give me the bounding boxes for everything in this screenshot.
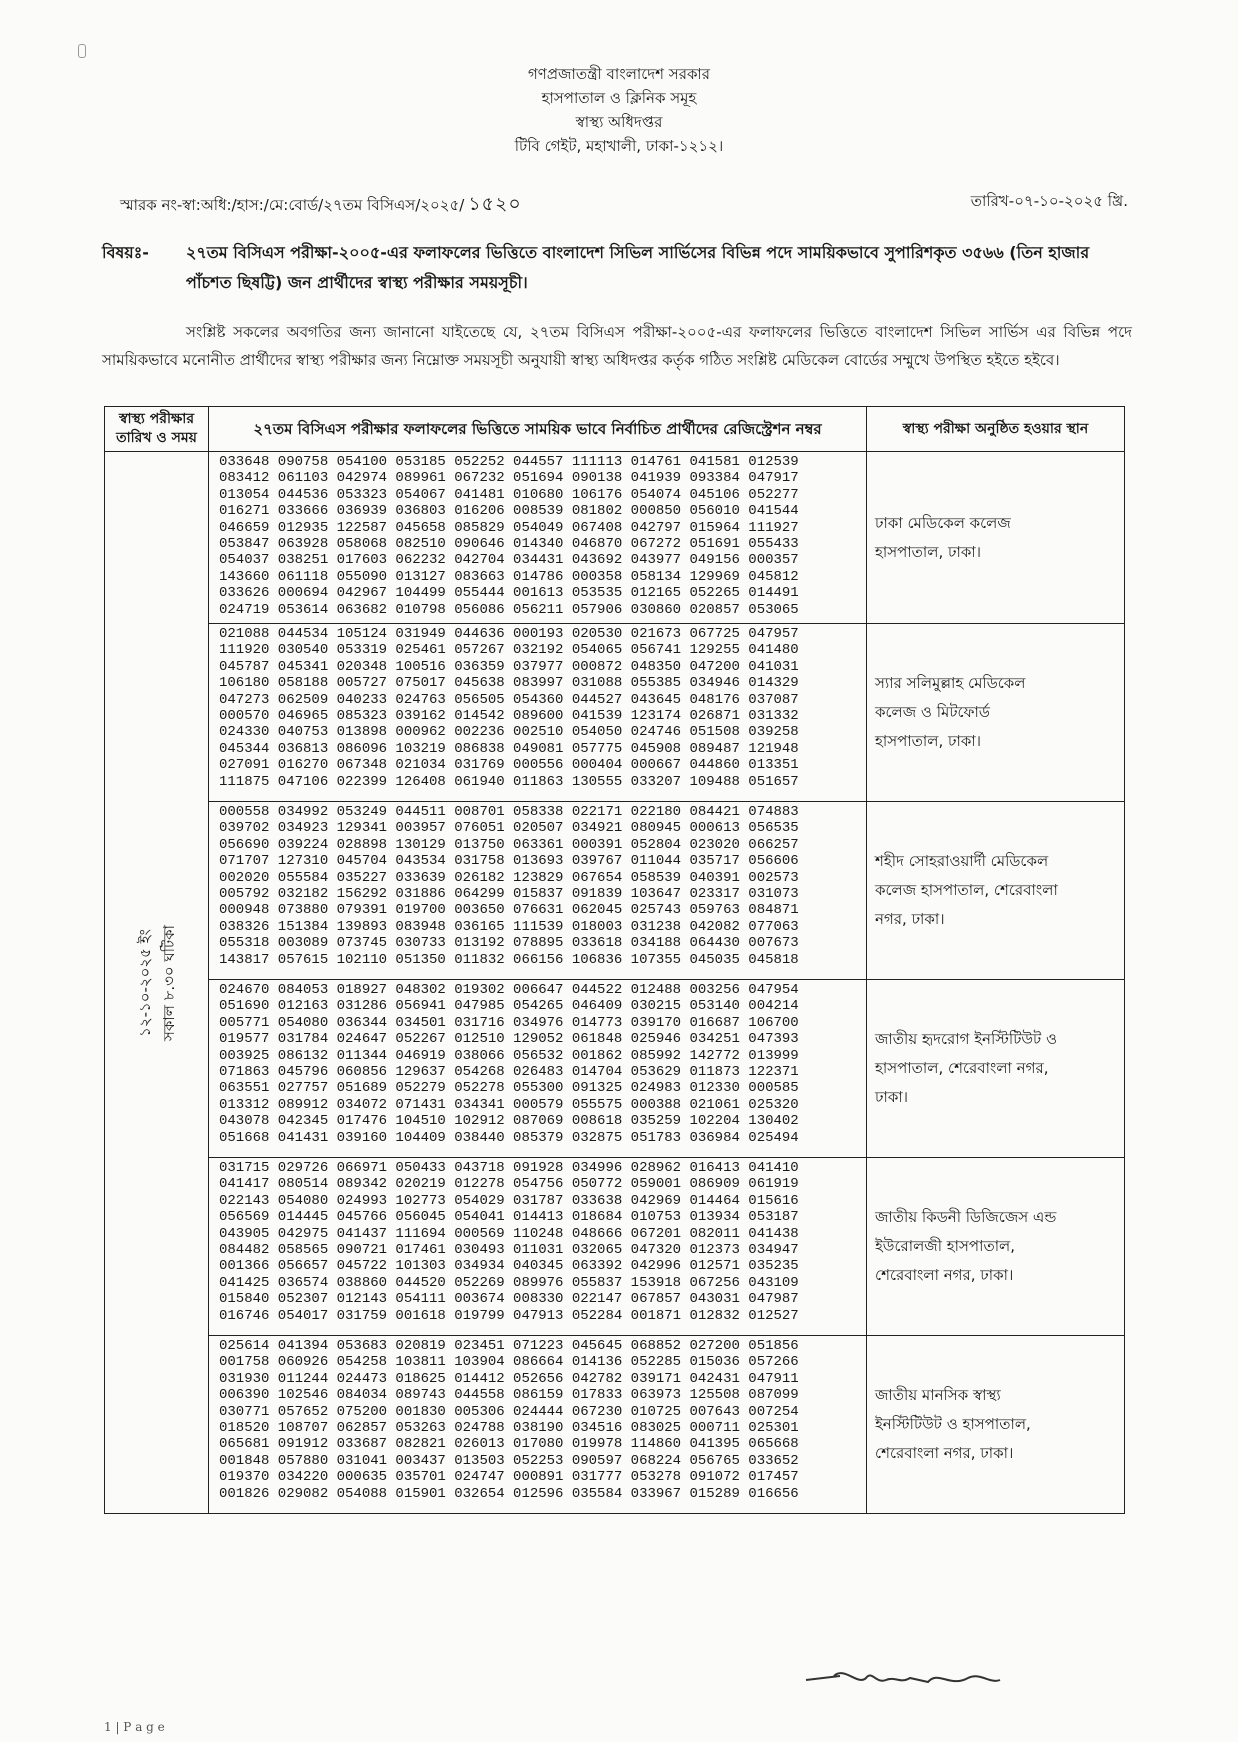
- schedule-row: [105, 1336, 1125, 1514]
- reg-number-line: 003925 086132 011344 046919 038066 056532 001862 085992 142772 013999: [219, 1047, 799, 1064]
- reg-number-line: 043078 042345 017476 104510 102912 087069 008618 035259 102204 130402: [219, 1113, 799, 1130]
- schedule-row: [105, 452, 1125, 624]
- reg-number-line: 022143 054080 024993 102773 054029 031787 033638 042969 014464 015616: [219, 1192, 799, 1209]
- reg-number-block: [209, 980, 867, 1158]
- exam-date-time-cell: [105, 452, 209, 1514]
- reg-number-line: 071707 127310 045704 043534 031758 013693 039767 011044 035717 056606: [219, 853, 799, 870]
- reg-number-line: 001758 060926 054258 103811 103904 086664 014136 052285 015036 057266: [219, 1354, 799, 1371]
- office-address: টিবি গেইট, মহাখালী, ঢাকা-১২১২।: [514, 137, 724, 155]
- reg-number-line: 063551 027757 051689 052279 052278 055300 091325 024983 012330 000585: [219, 1080, 799, 1097]
- venue-line: শেরেবাংলা নগর, ঢাকা।: [875, 1444, 1014, 1462]
- reg-number-line: 046659 012935 122587 045658 085829 054049 067408 042797 015964 111927: [219, 519, 799, 536]
- reg-number-line: 000558 034992 053249 044511 008701 058338 022171 022180 084421 074883: [219, 804, 799, 820]
- reg-number-line: 143660 061118 055090 013127 083663 014786 000358 058134 129969 045812: [219, 568, 799, 585]
- reg-number-line: 038326 151384 139893 083948 036165 111539 018003 031238 042082 077063: [219, 918, 799, 935]
- venue-line: শেরেবাংলা নগর, ঢাকা।: [875, 1266, 1014, 1284]
- subject-label: বিষয়ঃ-: [102, 243, 149, 262]
- memo-handwritten-number: ১৫২০: [468, 193, 522, 215]
- reg-number-line: 031715 029726 066971 050433 043718 091928 034996 028962 016413 041410: [219, 1160, 799, 1176]
- venue-line: জাতীয় কিডনী ডিজিজেস এন্ড: [875, 1208, 1057, 1226]
- venue-line: শহীদ সোহরাওয়ার্দী মেডিকেল: [875, 852, 1049, 870]
- venue-line: ঢাকা।: [875, 1088, 909, 1106]
- reg-number-line: 111920 030540 053319 025461 057267 032192 054065 056741 129255 041480: [219, 642, 799, 659]
- venue-line: জাতীয় মানসিক স্বাস্থ্য: [875, 1386, 1001, 1404]
- schedule-row: [105, 1158, 1125, 1336]
- venue-line: কলেজ হাসপাতাল, শেরেবাংলা: [875, 881, 1058, 899]
- reg-number-line: 013054 044536 053323 054067 041481 010680 106176 054074 045106 052277: [219, 486, 799, 503]
- reg-number-line: 106180 058188 005727 075017 045638 083997 031088 055385 034946 014329: [219, 675, 799, 692]
- reg-number-line: 024330 040753 013898 000962 002236 002510 054050 024746 051508 039258: [219, 724, 799, 741]
- reg-number-line: 019577 031784 024647 052267 012510 129052 061848 025946 034251 047393: [219, 1031, 799, 1048]
- reg-number-line: 024670 084053 018927 048302 019302 006647 044522 012488 003256 047954: [219, 982, 799, 998]
- reg-number-line: 055318 003089 073745 030733 013192 078895 033618 034188 064430 007673: [219, 935, 799, 952]
- venue-cell: [867, 802, 1125, 980]
- schedule-body: [105, 452, 1125, 1514]
- reg-number-line: 045344 036813 086096 103219 086838 049081 057775 045908 089487 121948: [219, 740, 799, 757]
- reg-number-line: 001848 057880 031041 003437 013503 052253 090597 068224 056765 033652: [219, 1452, 799, 1469]
- subject-text: ২৭তম বিসিএস পরীক্ষা-২০০৫-এর ফলাফলের ভিত্তিতে বাংলাদেশ সিভিল সার্ভিসের বিভিন্ন পদে সাময়িকভাবে সুপারিশকৃত ৩৫৬৬ (তিন হাজার পাঁচশত ছিষট্টি) জন প্রার্থীদের স্বাস্থ্য পরীক্ষার সময়সূচী।: [186, 243, 1090, 292]
- reg-number-line: 013312 089912 034072 071431 034341 000579 055575 000388 021061 025320: [219, 1096, 799, 1113]
- reg-number-line: 027091 016270 067348 021034 031769 000556 000404 000667 044860 013351: [219, 757, 799, 774]
- reg-number-line: 015840 052307 012143 054111 003674 008330 022147 067857 043031 047987: [219, 1291, 799, 1308]
- signature-image: [800, 1658, 1010, 1698]
- reg-number-line: 016746 054017 031759 001618 019799 047913 052284 001871 012832 012527: [219, 1307, 799, 1324]
- reg-number-line: 051690 012163 031286 056941 047985 054265 046409 030215 053140 004214: [219, 998, 799, 1015]
- reg-number-line: 024719 053614 063682 010798 056086 056211 057906 030860 020857 053065: [219, 601, 799, 618]
- reg-number-line: 051668 041431 039160 104409 038440 085379 032875 051783 036984 025494: [219, 1129, 799, 1146]
- intro-paragraph: সংশ্লিষ্ট সকলের অবগতির জন্য জানানো যাইতেছে যে, ২৭তম বিসিএস পরীক্ষা-২০০৫-এর ফলাফলের ভিত্তিতে বাংলাদেশ সিভিল সার্ভিস এর বিভিন্ন পদে সাময়িকভাবে মনোনীত প্রার্থীদের স্বাস্থ্য পরীক্ষার জন্য নিম্নোক্ত সময়সূচী অনুযায়ী স্বাস্থ্য অধিদপ্তর কর্তৃক গঠিত সংশ্লিষ্ট মেডিকেল বোর্ডের সম্মুখে উপস্থিত হইতে হইবে।: [102, 323, 1132, 369]
- venue-line: কলেজ ও মিটফোর্ড: [875, 703, 990, 721]
- reg-number-block: [209, 1158, 867, 1336]
- reg-number-line: 005792 032182 156292 031886 064299 015837 091839 103647 023317 031073: [219, 886, 799, 903]
- reg-number-line: 084482 058565 090721 017461 030493 011031 032065 047320 012373 034947: [219, 1242, 799, 1259]
- reg-number-block: [209, 802, 867, 980]
- page-footer: 1 | P a g e: [104, 1720, 165, 1734]
- reg-number-line: 001826 029082 054088 015901 032654 012596 035584 033967 015289 016656: [219, 1485, 799, 1502]
- venue-cell: [867, 1336, 1125, 1514]
- venue-line: স্যার সলিমুল্লাহ মেডিকেল: [875, 674, 1026, 692]
- reg-number-line: 111875 047106 022399 126408 061940 011863 130555 033207 109488 051657: [219, 773, 799, 790]
- venue-cell: [867, 1158, 1125, 1336]
- govt-name: গণপ্রজাতন্ত্রী বাংলাদেশ সরকার: [527, 65, 711, 83]
- reg-number-line: 031930 011244 024473 018625 014412 052656 042782 039171 042431 047911: [219, 1370, 799, 1387]
- reg-number-line: 006390 102546 084034 089743 044558 086159 017833 063973 125508 087099: [219, 1387, 799, 1404]
- reg-number-line: 000570 046965 085323 039162 014542 089600 041539 123174 026871 031332: [219, 708, 799, 725]
- reg-number-line: 041417 080514 089342 020219 012278 054756 050772 059001 086909 061919: [219, 1176, 799, 1193]
- subject-line: [102, 238, 1132, 298]
- schedule-row: [105, 624, 1125, 802]
- dept-name: হাসপাতাল ও ক্লিনিক সমূহ: [541, 89, 697, 107]
- venue-line: হাসপাতাল, শেরেবাংলা নগর,: [875, 1059, 1049, 1077]
- memo-prefix: স্মারক নং-স্বা:অধি:/হাস:/মে:বোর্ড/২৭তম বিসিএস/২০২৫/: [120, 196, 465, 214]
- reg-number-line: 054037 038251 017603 062232 042704 034431 043692 043977 049156 000357: [219, 552, 799, 569]
- reg-number-block: [209, 624, 867, 802]
- reg-number-line: 005771 054080 036344 034501 031716 034976 014773 039170 016687 106700: [219, 1014, 799, 1031]
- header-venue: স্বাস্থ্য পরীক্ষা অনুষ্ঠিত হওয়ার স্থান: [867, 407, 1125, 452]
- reg-number-line: 016271 033666 036939 036803 016206 008539 081802 000850 056010 041544: [219, 503, 799, 520]
- reg-number-line: 002020 055584 035227 033639 026182 123829 067654 058539 040391 002573: [219, 869, 799, 886]
- venue-cell: [867, 452, 1125, 624]
- reg-number-block: [209, 452, 867, 624]
- reg-number-line: 021088 044534 105124 031949 044636 000193 020530 021673 067725 047957: [219, 626, 799, 642]
- reg-number-line: 043905 042975 041437 111694 000569 110248 048666 067201 082011 041438: [219, 1225, 799, 1242]
- venue-line: জাতীয় হৃদরোগ ইনস্টিটিউট ও: [875, 1030, 1058, 1048]
- schedule-row: [105, 802, 1125, 980]
- office-header: [0, 62, 1238, 158]
- reg-number-block: [209, 1336, 867, 1514]
- reg-number-line: 001366 056657 045722 101303 034934 040345 063392 042996 012571 035235: [219, 1258, 799, 1275]
- issue-date: তারিখ-০৭-১০-২০২৫ খ্রি.: [970, 192, 1128, 210]
- table-header-row: [105, 407, 1125, 452]
- venue-cell: [867, 980, 1125, 1158]
- schedule-row: [105, 980, 1125, 1158]
- header-reg-numbers: ২৭তম বিসিএস পরীক্ষার ফলাফলের ভিত্তিতে সাময়িক ভাবে নির্বাচিত প্রার্থীদের রেজিস্ট্রেশন নম্বর: [209, 407, 867, 452]
- reg-number-line: 039702 034923 129341 003957 076051 020507 034921 080945 000613 056535: [219, 820, 799, 837]
- reg-number-line: 056569 014445 045766 056045 054041 014413 018684 010753 013934 053187: [219, 1209, 799, 1226]
- reg-number-line: 033648 090758 054100 053185 052252 044557 111113 014761 041581 012539: [219, 454, 799, 470]
- hole-punch-mark: [78, 44, 86, 58]
- reg-number-line: 000948 073880 079391 019700 003650 076631 062045 025743 059763 084871: [219, 902, 799, 919]
- reg-number-line: 083412 061103 042974 089961 067232 051694 090138 041939 093384 047917: [219, 470, 799, 487]
- exam-time: সকাল ৮.৩০ ঘটিকা: [159, 924, 178, 1041]
- venue-line: হাসপাতাল, ঢাকা।: [875, 542, 982, 561]
- reg-number-line: 053847 063928 058068 082510 090646 014340 046870 067272 051691 055433: [219, 536, 799, 553]
- reg-number-line: 071863 045796 060856 129637 054268 026483 014704 053629 011873 122371: [219, 1064, 799, 1081]
- venue-cell: [867, 624, 1125, 802]
- reg-number-line: 033626 000694 042967 104499 055444 001613 053535 012165 052265 014491: [219, 585, 799, 602]
- exam-date-time: [133, 924, 181, 1040]
- directorate-name: স্বাস্থ্য অধিদপ্তর: [575, 113, 663, 131]
- reg-number-line: 041425 036574 038860 044520 052269 089976 055837 153918 067256 043109: [219, 1274, 799, 1291]
- reg-number-line: 065681 091912 033687 082821 026013 017080 019978 114860 041395 065668: [219, 1436, 799, 1453]
- reg-number-line: 030771 057652 075200 001830 005306 024444 067230 010725 007643 007254: [219, 1403, 799, 1420]
- reg-number-line: 056690 039224 028898 130129 013750 063361 000391 052804 023020 066257: [219, 836, 799, 853]
- reg-number-line: 025614 041394 053683 020819 023451 071223 045645 068852 027200 051856: [219, 1338, 799, 1354]
- reg-number-line: 045787 045341 020348 100516 036359 037977 000872 048350 047200 041031: [219, 658, 799, 675]
- header-date-time: স্বাস্থ্য পরীক্ষার তারিখ ও সময়: [105, 407, 209, 452]
- venue-line: হাসপাতাল, ঢাকা।: [875, 732, 982, 750]
- venue-line: ইউরোলজী হাসপাতাল,: [875, 1237, 1015, 1255]
- exam-date: ১২-১০-২০২৫ ইং: [135, 928, 154, 1037]
- reg-number-line: 019370 034220 000635 035701 024747 000891 031777 053278 091072 017457: [219, 1469, 799, 1486]
- memo-number: [120, 190, 522, 222]
- reg-number-line: 143817 057615 102110 051350 011832 066156 106836 107355 045035 045818: [219, 951, 799, 968]
- venue-line: নগর, ঢাকা।: [875, 910, 945, 928]
- venue-line: ঢাকা মেডিকেল কলেজ: [875, 513, 1011, 532]
- reg-number-line: 047273 062509 040233 024763 056505 054360 044527 043645 048176 037087: [219, 691, 799, 708]
- reg-number-line: 018520 108707 062857 053263 024788 038190 034516 083025 000711 025301: [219, 1420, 799, 1437]
- venue-line: ইনস্টিটিউট ও হাসপাতাল,: [875, 1415, 1031, 1433]
- schedule-table: [104, 406, 1125, 1514]
